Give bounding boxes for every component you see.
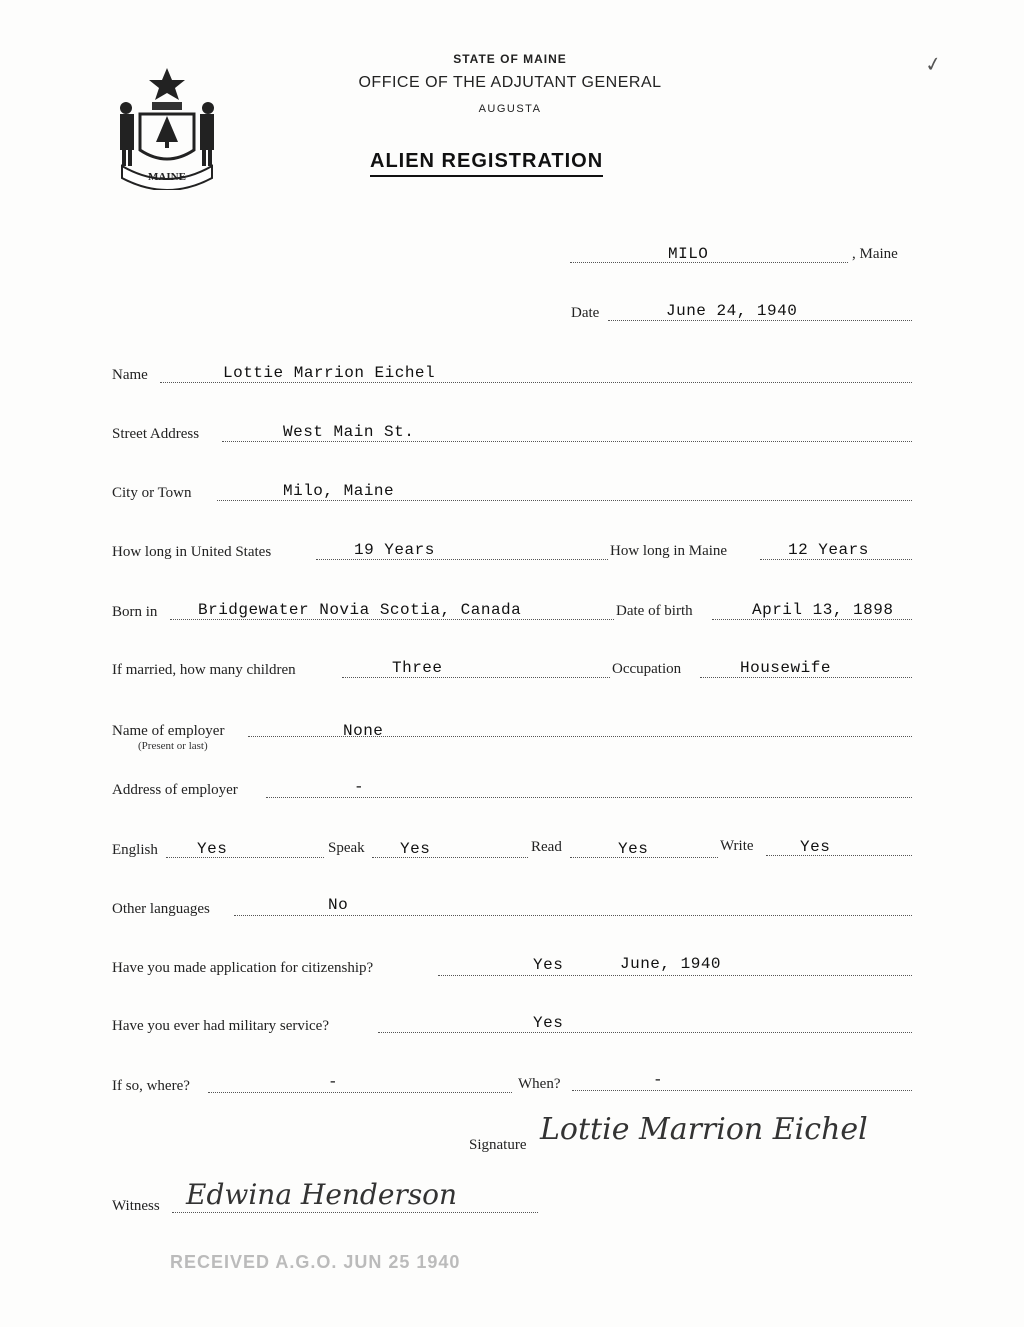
form-title: ALIEN REGISTRATION: [370, 150, 603, 177]
born-in-label: Born in: [112, 604, 158, 620]
citizenship-label: Have you made application for citizenship?: [112, 960, 374, 976]
children-label: If married, how many children: [112, 662, 296, 678]
seal-scroll-text: MAINE: [148, 171, 186, 183]
how-long-us-value: 19 Years: [354, 541, 435, 559]
signature-value: Lottie Marrion Eichel: [540, 1112, 868, 1147]
office-heading: OFFICE OF THE ADJUTANT GENERAL: [358, 74, 662, 91]
read-label: Read: [531, 839, 562, 855]
maine-seal-icon: [112, 66, 222, 190]
speak-value: Yes: [400, 840, 431, 858]
place-suffix: , Maine: [852, 246, 898, 262]
received-stamp: RECEIVED A.G.O. JUN 25 1940: [170, 1252, 461, 1272]
name-value: Lottie Marrion Eichel: [223, 364, 436, 382]
write-value: Yes: [800, 838, 831, 856]
born-in-value: Bridgewater Novia Scotia, Canada: [198, 601, 522, 619]
military-value: Yes: [533, 1014, 564, 1032]
read-value: Yes: [618, 840, 649, 858]
when-label: When?: [518, 1076, 561, 1092]
street-value: West Main St.: [283, 423, 415, 441]
citizenship-date: June, 1940: [620, 955, 722, 973]
state-heading: STATE OF MAINE: [453, 52, 567, 66]
employer-sublabel: (Present or last): [138, 740, 208, 752]
check-mark-icon: ✓: [923, 52, 944, 78]
other-languages-value: No: [328, 896, 349, 914]
when-value: -: [653, 1071, 664, 1089]
how-long-us-label: How long in United States: [112, 544, 272, 560]
how-long-maine-value: 12 Years: [788, 541, 869, 559]
occupation-label: Occupation: [612, 661, 682, 677]
citizenship-value: Yes: [533, 956, 564, 974]
children-value: Three: [392, 659, 443, 677]
name-label: Name: [112, 367, 148, 383]
city-value: Milo, Maine: [283, 482, 395, 500]
date-value: June 24, 1940: [666, 302, 798, 320]
employer-label: Name of employer: [112, 723, 225, 739]
how-long-maine-label: How long in Maine: [610, 543, 728, 559]
employer-address-label: Address of employer: [112, 782, 238, 798]
occupation-value: Housewife: [740, 659, 831, 677]
date-of-birth-label: Date of birth: [616, 603, 693, 619]
speak-label: Speak: [328, 840, 365, 856]
date-label: Date: [571, 305, 600, 321]
place-value: MILO: [668, 245, 709, 263]
military-label: Have you ever had military service?: [112, 1018, 329, 1034]
street-label: Street Address: [112, 426, 200, 442]
employer-address-value: -: [354, 778, 365, 796]
english-label: English: [112, 842, 158, 858]
signature-label: Signature: [469, 1137, 527, 1153]
other-languages-label: Other languages: [112, 901, 210, 917]
employer-value: None: [343, 722, 384, 740]
city-label: City or Town: [112, 485, 192, 501]
city-heading: AUGUSTA: [478, 103, 542, 115]
witness-label: Witness: [112, 1198, 160, 1214]
where-value: -: [328, 1073, 339, 1091]
write-label: Write: [720, 838, 754, 854]
where-label: If so, where?: [112, 1078, 190, 1094]
english-value: Yes: [197, 840, 228, 858]
witness-value: Edwina Henderson: [186, 1178, 458, 1211]
date-of-birth-value: April 13, 1898: [752, 601, 894, 619]
